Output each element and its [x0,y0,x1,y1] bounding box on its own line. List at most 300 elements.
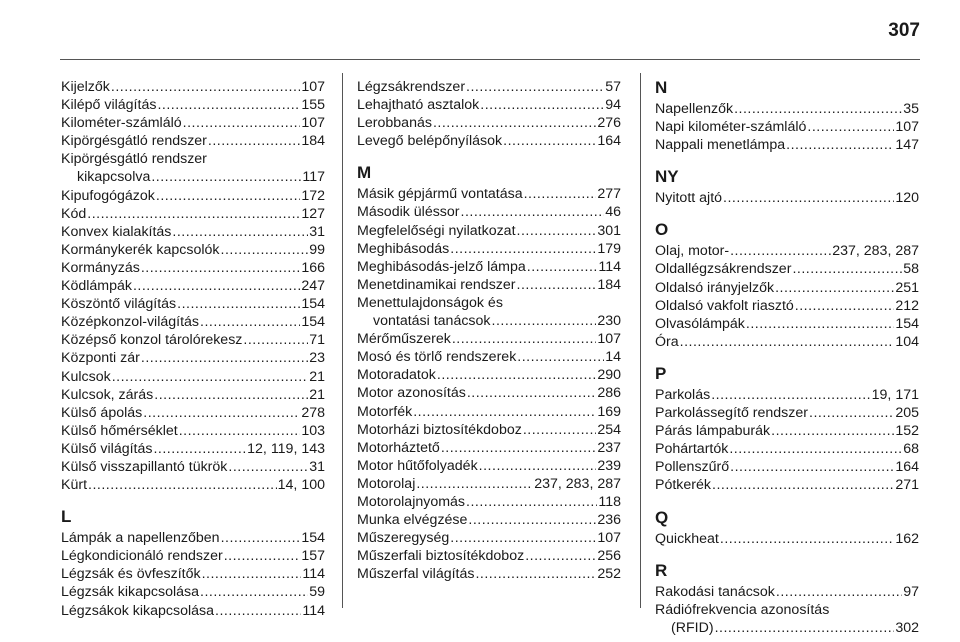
index-entry[interactable] [357,475,621,493]
entry-page-ref[interactable]: 14 [605,349,621,366]
dot-leader [437,366,596,384]
entry-page-ref[interactable]: 205 [895,405,919,422]
entry-page-ref[interactable]: 230 [597,313,621,330]
index-entry[interactable] [655,583,919,601]
index-entry[interactable] [357,348,621,366]
entry-page-ref[interactable]: 12, 119, 143 [247,440,325,457]
entry-page-ref[interactable]: 237 [597,439,621,456]
index-entry[interactable] [357,114,621,132]
entry-label: Parkolássegítő rendszer [655,405,808,422]
dot-leader [221,241,309,259]
index-entry[interactable] [655,118,919,136]
entry-label: Oldallégzsákrendszer [655,261,792,278]
dot-leader [711,386,870,404]
index-entry[interactable] [61,547,325,565]
index-letter-heading: Q [655,507,669,527]
index-entry[interactable] [655,476,919,494]
entry-page-ref[interactable]: 166 [301,259,325,276]
entry-page-ref[interactable]: 21 [309,368,325,385]
dot-leader [156,187,300,205]
index-entry[interactable] [61,150,325,186]
entry-page-ref[interactable]: 236 [597,512,621,529]
index-entry[interactable] [357,493,621,511]
index-entry[interactable] [61,602,325,620]
entry-label: Kilométer-számláló [61,115,182,132]
dot-leader [795,297,895,315]
entry-page-ref[interactable]: 114 [302,566,325,583]
dot-leader [177,295,300,313]
dot-leader [461,203,605,221]
entry-page-ref[interactable]: 157 [301,548,325,565]
entry-label: Olaj, motor- [655,243,730,260]
entry-label: Motorházi biztosítékdoboz [357,421,522,438]
dot-leader [523,421,597,439]
dot-leader [154,386,308,404]
entry-label: Pohártartók [655,441,729,458]
index-entry[interactable] [655,333,919,351]
dot-leader [243,331,308,349]
index-entry[interactable] [655,260,919,278]
entry-label: Kijelzők [61,79,110,95]
entry-page-ref[interactable]: 35 [903,101,919,117]
dot-leader [151,168,301,186]
dot-leader [228,458,308,476]
dot-leader [517,276,597,294]
dot-leader [111,78,300,96]
entry-label: Középkonzol-világítás [61,314,200,331]
dot-leader [467,384,597,402]
dot-leader [730,458,894,476]
dot-leader [143,404,300,422]
entry-page-ref[interactable]: 154 [301,530,325,547]
entry-label: Kulcsok, zárás [61,386,154,403]
dot-leader [734,100,902,118]
dot-leader [775,279,894,297]
index-entry[interactable] [61,404,325,422]
index-entry[interactable] [655,100,919,118]
entry-label: Motorfék [357,403,413,420]
entry-label: Kulcsok [61,368,111,385]
entry-label: Motorolaj [357,475,416,492]
dot-leader [466,493,597,511]
entry-page-ref[interactable]: 46 [605,204,621,221]
entry-page-ref[interactable]: 154 [895,315,919,332]
dot-leader [224,547,301,565]
entry-page-ref[interactable]: 172 [301,187,325,204]
dot-leader [792,260,902,278]
entry-page-ref[interactable]: 127 [301,205,325,222]
dot-leader [771,422,894,440]
dot-leader [730,242,831,260]
entry-label: Rakodási tanácsok [655,583,775,600]
entry-label: Ködlámpák [61,278,132,295]
entry-label: Motoradatok [357,367,436,384]
dot-leader [468,511,596,529]
index-entry[interactable] [357,258,621,276]
index-entry[interactable] [61,295,325,313]
index-entry[interactable] [61,386,325,404]
entry-label: Rádiófrekvencia azonosítás [655,601,830,618]
entry-page-ref[interactable]: 254 [597,421,621,438]
index-entry[interactable] [655,297,919,315]
entry-page-ref[interactable]: 212 [895,297,919,314]
entry-page-ref[interactable]: 103 [301,422,325,439]
header-rule [60,59,920,60]
page-number: 307 [888,20,920,41]
index-letter-heading: L [61,507,72,527]
dot-leader [221,529,301,547]
entry-label: Műszerfal világítás [357,566,475,583]
index-entry[interactable] [61,277,325,295]
dot-leader [433,114,596,132]
entry-label: Mosó és törlő rendszerek [357,349,517,366]
dot-leader [88,476,277,494]
dot-leader [729,440,902,458]
dot-leader [172,223,308,241]
dot-leader [776,583,902,601]
index-column-2 [357,78,621,583]
entry-label: Légzsákrendszer [357,79,466,95]
entry-label: Műszerfali biztosítékdoboz [357,548,525,565]
dot-leader [141,259,300,277]
entry-label: Külső visszapillantó tükrök [61,458,228,475]
dot-leader [480,96,604,114]
index-entry[interactable] [61,78,325,96]
index-letter-heading: R [655,560,668,580]
entry-page-ref[interactable]: 164 [597,133,621,150]
index-column-1 [61,78,325,620]
index-entry[interactable] [655,136,919,154]
entry-page-ref[interactable]: 256 [597,548,621,565]
index-entry[interactable] [357,547,621,565]
entry-page-ref[interactable]: 31 [309,458,325,475]
dot-leader [712,476,894,494]
entry-label: Quickheat [655,530,719,547]
entry-label: Mérőműszerek [357,331,451,348]
entry-page-ref[interactable]: 23 [309,350,325,367]
dot-leader [200,583,308,601]
entry-page-ref[interactable]: 290 [597,367,621,384]
dot-leader [517,222,597,240]
entry-label: Napellenzők [655,101,734,117]
index-entry[interactable] [655,386,919,404]
dot-leader [141,349,308,367]
index-entry[interactable] [61,422,325,440]
entry-label: Légzsák és övfeszítők [61,566,201,583]
index-entry[interactable] [357,294,621,330]
dot-leader [200,313,300,331]
index-entry[interactable] [357,203,621,221]
index-entry[interactable] [655,422,919,440]
entry-page-ref[interactable]: 31 [309,223,325,240]
index-entry[interactable] [357,78,621,96]
entry-page-ref[interactable]: 169 [597,403,621,420]
entry-page-ref[interactable]: 152 [895,423,919,440]
entry-page-ref[interactable]: 155 [301,97,325,114]
index-entry[interactable] [655,279,919,297]
dot-leader [527,258,598,276]
dot-leader [809,404,894,422]
index-entry[interactable] [357,565,621,583]
entry-page-ref[interactable]: 107 [597,530,621,547]
index-entry[interactable] [61,241,325,259]
dot-leader [441,439,597,457]
entry-page-ref[interactable]: 184 [597,276,621,293]
dot-leader [503,132,596,150]
index-entry[interactable] [357,457,621,475]
dot-leader [466,78,604,96]
entry-label: Motorháztető [357,439,440,456]
entry-label: Lehajtható asztalok [357,97,480,114]
entry-page-ref[interactable]: 107 [301,79,325,95]
entry-page-ref[interactable]: 147 [895,137,919,154]
entry-page-ref[interactable]: 59 [309,584,325,601]
entry-page-ref[interactable]: 14, 100 [277,477,325,494]
entry-label: Menettulajdonságok és [357,294,503,311]
entry-page-ref[interactable]: 58 [903,261,919,278]
entry-page-ref[interactable]: 271 [895,477,919,494]
index-entry[interactable] [357,403,621,421]
index-entry[interactable] [357,529,621,547]
entry-page-ref[interactable]: 19, 171 [871,386,919,403]
entry-label: Motor hűtőfolyadék [357,457,478,474]
index-entry[interactable] [61,440,325,458]
dot-leader [492,312,597,330]
entry-label: Kód [61,205,87,222]
entry-page-ref[interactable]: 94 [605,97,621,114]
index-entry[interactable] [655,404,919,422]
entry-label: Oldalsó vakfolt riasztó [655,297,794,314]
entry-page-ref[interactable]: 117 [302,169,325,186]
index-entry[interactable] [357,222,621,240]
entry-label: Műszeregység [357,530,450,547]
entry-label: Pollenszűrő [655,459,730,476]
entry-label: kikapcsolva [77,169,151,186]
index-entry[interactable] [357,185,621,203]
index-entry[interactable] [655,440,919,458]
index-entry[interactable] [61,476,325,494]
index-entry[interactable] [357,276,621,294]
entry-page-ref[interactable]: 118 [598,493,621,510]
entry-label: vontatási tanácsok [373,313,491,330]
index-letter-heading: O [655,220,669,240]
dot-leader [452,330,597,348]
dot-leader [157,96,300,114]
index-entry[interactable] [655,189,919,207]
dot-leader [87,205,300,223]
entry-page-ref[interactable]: 68 [903,441,919,458]
index-entry[interactable] [61,187,325,205]
entry-label: Konvex kialakítás [61,223,172,240]
entry-label: Parkolás [655,386,711,403]
dot-leader [112,368,309,386]
dot-leader [475,565,596,583]
index-entry[interactable] [61,96,325,114]
entry-label: Kormányzás [61,259,140,276]
entry-page-ref[interactable]: 97 [903,583,919,600]
dot-leader [746,315,894,333]
entry-page-ref[interactable]: 114 [302,602,325,619]
index-entry[interactable] [357,511,621,529]
dot-leader [479,457,597,475]
dot-leader [723,189,894,207]
dot-leader [153,440,246,458]
index-entry[interactable] [655,458,919,476]
entry-page-ref[interactable]: 302 [895,619,919,636]
entry-page-ref[interactable]: 107 [301,115,325,132]
entry-page-ref[interactable]: 286 [597,385,621,402]
entry-label: Légzsák kikapcsolása [61,584,200,601]
entry-page-ref[interactable]: 277 [597,186,621,203]
index-letter-heading: M [357,163,372,183]
entry-label: Napi kilométer-számláló [655,119,807,136]
index-letter-heading: N [655,78,668,97]
entry-label: Óra [655,333,679,350]
entry-label: Nappali menetlámpa [655,137,786,154]
entry-label: Köszöntő világítás [61,296,177,313]
dot-leader [133,277,300,295]
index-entry[interactable] [357,240,621,258]
index-entry[interactable] [357,366,621,384]
entry-page-ref[interactable]: 21 [309,386,325,403]
dot-leader [215,602,301,620]
index-entry[interactable] [61,368,325,386]
entry-page-ref[interactable]: 154 [301,314,325,331]
entry-label: Kilépő világítás [61,97,157,114]
entry-page-ref[interactable]: 107 [895,119,919,136]
entry-page-ref[interactable]: 237, 283, 287 [832,243,919,260]
entry-page-ref[interactable]: 251 [895,279,919,296]
entry-label: Meghibásodás-jelző lámpa [357,258,526,275]
index-entry[interactable] [357,421,621,439]
entry-page-ref[interactable]: 57 [605,79,621,95]
dot-leader [720,530,894,548]
index-entry[interactable] [61,458,325,476]
entry-label: Nyitott ajtó [655,190,723,207]
index-entry[interactable] [61,349,325,367]
dot-leader [183,114,301,132]
entry-label: Kipörgésgátló rendszer [61,151,207,168]
entry-label: Munka elvégzése [357,512,468,529]
entry-label: Meghibásodás [357,240,450,257]
entry-page-ref[interactable]: 247 [301,278,325,295]
entry-label: Kürt [61,477,88,494]
index-entry[interactable] [357,384,621,402]
entry-label: Központi zár [61,350,140,367]
index-entry[interactable] [61,114,325,132]
dot-leader [786,136,894,154]
entry-label: Másik gépjármű vontatása [357,186,523,203]
entry-page-ref[interactable]: 107 [597,331,621,348]
dot-leader [202,565,302,583]
dot-leader [450,529,596,547]
index-entry[interactable] [655,601,919,637]
index-entry[interactable] [655,530,919,548]
dot-leader [450,240,596,258]
entry-label: Középső konzol tárolórekesz [61,332,243,349]
entry-label: Légzsákok kikapcsolása [61,602,214,619]
index-entry[interactable] [61,259,325,277]
index-entry[interactable] [61,313,325,331]
entry-page-ref[interactable]: 184 [301,133,325,150]
entry-label: Oldalsó irányjelzők [655,279,775,296]
entry-label: Külső ápolás [61,404,143,421]
index-entry[interactable] [655,242,919,260]
entry-page-ref[interactable]: 237, 283, 287 [534,475,621,492]
entry-label: Légkondicionáló rendszer [61,548,223,565]
entry-label: Párás lámpaburák [655,423,771,440]
column-divider [640,73,641,608]
entry-label: Levegő belépőnyílások [357,133,503,150]
entry-label: Motor azonosítás [357,385,466,402]
entry-page-ref[interactable]: 71 [309,332,325,349]
entry-label: Motorolajnyomás [357,493,466,510]
index-entry[interactable] [61,132,325,150]
index-entry[interactable] [61,529,325,547]
entry-label: Második üléssor [357,204,460,221]
entry-page-ref[interactable]: 276 [597,115,621,132]
index-entry[interactable] [61,583,325,601]
entry-page-ref[interactable]: 99 [309,241,325,258]
dot-leader [807,118,894,136]
index-entry[interactable] [357,330,621,348]
entry-label: Kipörgésgátló rendszer [61,133,207,150]
entry-page-ref[interactable]: 120 [895,190,919,207]
dot-leader [525,547,596,565]
entry-label: Külső világítás [61,440,153,457]
entry-page-ref[interactable]: 252 [597,566,621,583]
entry-page-ref[interactable]: 164 [895,459,919,476]
index-entry[interactable] [357,132,621,150]
entry-label: Kipufogógázok [61,187,155,204]
index-entry[interactable] [61,223,325,241]
index-entry[interactable] [357,96,621,114]
dot-leader [179,422,301,440]
index-entry[interactable] [655,315,919,333]
entry-page-ref[interactable]: 114 [598,258,621,275]
dot-leader [208,132,300,150]
entry-page-ref[interactable]: 104 [895,333,919,350]
index-column-3 [655,78,919,637]
entry-page-ref[interactable]: 301 [597,222,621,239]
entry-page-ref[interactable]: 179 [597,240,621,257]
entry-label: (RFID) [671,619,714,636]
entry-label: Kormánykerék kapcsolók [61,241,220,258]
entry-label: Olvasólámpák [655,315,745,332]
entry-page-ref[interactable]: 239 [597,457,621,474]
dot-leader [524,185,597,203]
entry-page-ref[interactable]: 278 [301,404,325,421]
column-divider [342,73,343,608]
entry-label: Pótkerék [655,477,711,494]
dot-leader [517,348,604,366]
entry-label: Külső hőmérséklet [61,422,178,439]
dot-leader [413,403,596,421]
index-entry[interactable] [357,439,621,457]
index-entry[interactable] [61,331,325,349]
entry-label: Megfelelőségi nyilatkozat [357,222,516,239]
entry-page-ref[interactable]: 154 [301,296,325,313]
dot-leader [680,333,895,351]
dot-leader [416,475,533,493]
index-letter-heading: NY [655,167,679,187]
entry-label: Lámpák a napellenzőben [61,530,220,547]
entry-label: Lerobbanás [357,115,432,132]
index-entry[interactable] [61,565,325,583]
entry-label: Menetdinamikai rendszer [357,276,516,293]
entry-page-ref[interactable]: 162 [895,530,919,547]
index-entry[interactable] [61,205,325,223]
